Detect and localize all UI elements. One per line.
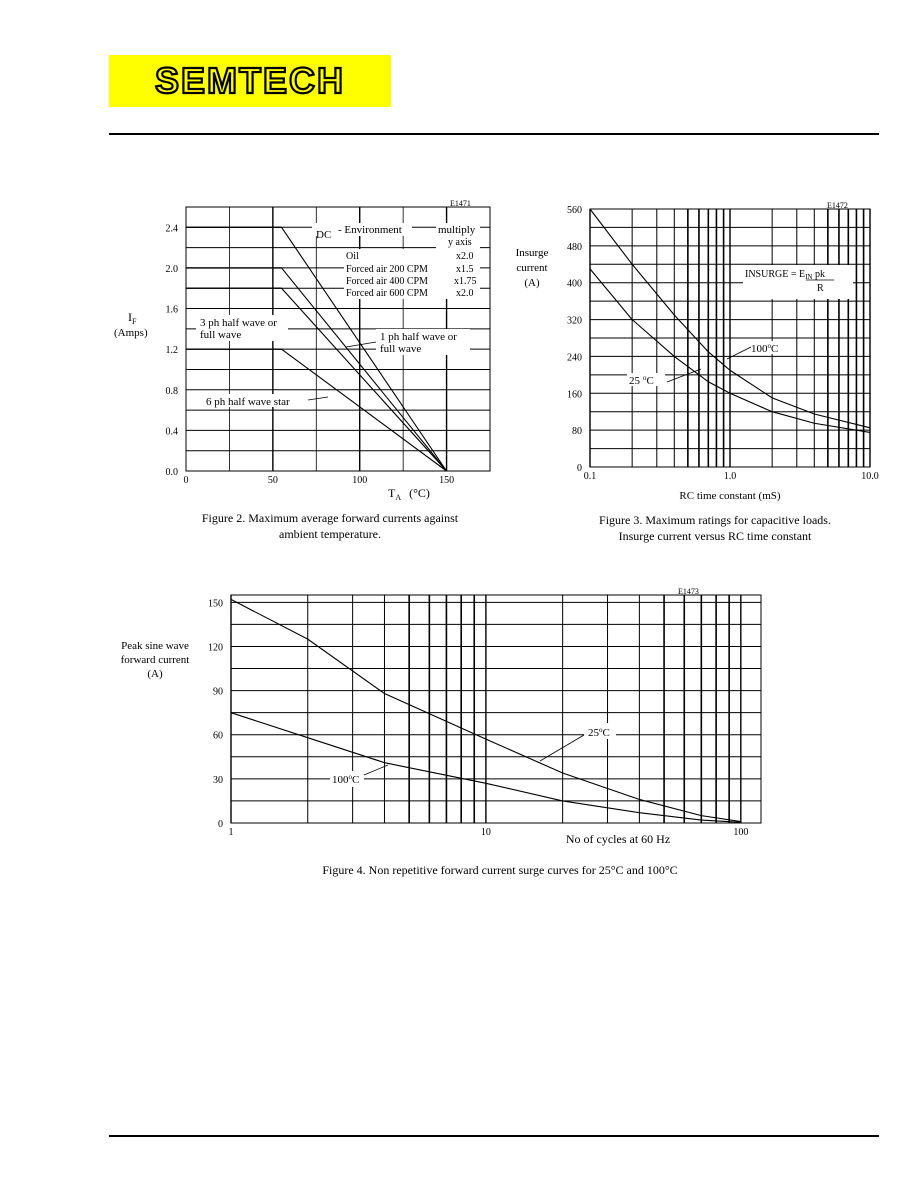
fig3-formula-den: R — [817, 283, 824, 294]
fig2-label-mult1: multiply — [438, 224, 476, 236]
y-tick-label: 320 — [567, 315, 582, 327]
fig3-code: E1472 — [827, 201, 848, 210]
x-tick-label: 0 — [183, 475, 189, 486]
fig2-label-fa400-x: x1.75 — [454, 276, 477, 287]
x-tick-label: 1 — [228, 827, 234, 838]
fig2-xlabel: $T_A$ (°C) — [388, 486, 430, 502]
header-rule — [109, 133, 879, 135]
x-tick-label: 50 — [267, 475, 278, 486]
fig3-label-25: 25 $^o$C — [629, 374, 654, 387]
fig2-label-dc: DC — [316, 229, 332, 241]
figure-4-chart — [100, 585, 780, 855]
footer-rule — [109, 1135, 879, 1137]
fig3-ylabel2: current — [516, 262, 548, 274]
x-tick-label: 10.0 — [861, 471, 879, 482]
fig4-label-100: 100$^o$C — [332, 773, 360, 786]
figure-2-caption: Figure 2. Maximum average forward currents against ambient temperature. — [201, 511, 459, 541]
y-tick-label: 480 — [567, 241, 582, 253]
fig2-label-oil: Oil — [346, 251, 359, 262]
fig2-label-fa200-x: x1.5 — [456, 264, 474, 275]
y-tick-label: 2.4 — [165, 223, 178, 235]
x-tick-label: 1.0 — [723, 471, 737, 482]
y-tick-label: 2.0 — [165, 263, 178, 275]
y-tick-label: 1.2 — [165, 345, 178, 357]
fig4-ylabel3: (A) — [147, 668, 163, 680]
x-tick-label: 100 — [733, 827, 749, 838]
x-tick-label: 10 — [480, 827, 491, 838]
x-tick-label: 100 — [352, 475, 368, 486]
y-tick-label: 120 — [208, 642, 223, 654]
x-tick-label: 150 — [439, 475, 455, 486]
y-tick-label: 0.4 — [165, 426, 178, 438]
fig3-xlabel: RC time constant (mS) — [679, 490, 781, 502]
fig2-label-fa600-x: x2.0 — [456, 288, 474, 299]
fig3-ylabel1: Insurge — [515, 247, 549, 259]
fig2-label-mult2: y axis — [448, 237, 472, 248]
figure-2-chart — [100, 195, 500, 505]
fig2-label-ph1b: full wave — [380, 343, 422, 355]
fig2-label-ph3a: 3 ph half wave or — [200, 317, 277, 329]
y-tick-label: 30 — [213, 774, 223, 786]
y-tick-label: 160 — [567, 389, 582, 401]
fig4-code: E1473 — [678, 587, 699, 596]
logo-text: SEMTECH — [154, 60, 346, 101]
figure-3-chart — [505, 195, 885, 505]
fig3-formula: INSURGE = $E_{IN}$ pk — [745, 269, 825, 281]
fig2-label-ph3b: full wave — [200, 329, 242, 341]
series-line-2 — [282, 288, 447, 471]
fig2-label-ph1a: 1 ph half wave or — [380, 331, 457, 343]
y-tick-label: 60 — [213, 730, 223, 742]
fig3-label-100: 100$^o$C — [751, 342, 779, 355]
y-tick-label: 560 — [567, 205, 582, 216]
semtech-logo — [109, 55, 391, 107]
figure-4-caption: Figure 4. Non repetitive forward current surge curves for 25°C and 100°C — [322, 863, 678, 877]
fig2-ylabel: $I_F$ — [128, 310, 137, 326]
fig2-label-fa400: Forced air 400 CPM — [346, 276, 428, 287]
fig4-label-25: 25$^o$C — [588, 726, 610, 739]
y-tick-label: 240 — [567, 352, 582, 364]
fig3-ylabel3: (A) — [524, 277, 540, 289]
fig2-label-fa200: Forced air 200 CPM — [346, 264, 428, 275]
y-tick-label: 0 — [218, 819, 223, 830]
fig2-label-ph6: 6 ph half wave star — [206, 396, 290, 408]
fig2-label-env: - Environment — [338, 224, 402, 236]
fig4-xlabel: No of cycles at 60 Hz — [565, 832, 671, 846]
fig4-ylabel2: forward current — [120, 654, 190, 666]
y-tick-label: 0 — [577, 463, 582, 474]
y-tick-label: 1.6 — [165, 304, 178, 316]
y-tick-label: 0.8 — [165, 385, 178, 397]
fig2-label-oil-x: x2.0 — [456, 251, 474, 262]
fig2-code: E1471 — [450, 199, 471, 208]
y-tick-label: 150 — [208, 598, 223, 610]
y-tick-label: 90 — [213, 686, 223, 698]
fig4-ylabel1: Peak sine wave — [121, 640, 189, 652]
figure-3-caption: Figure 3. Maximum ratings for capacitive loads. Insurge current versus RC time constant — [599, 513, 831, 543]
fig2-label-fa600: Forced air 600 CPM — [346, 288, 428, 299]
x-tick-label: 0.1 — [583, 471, 597, 482]
y-tick-label: 80 — [572, 426, 582, 438]
y-tick-label: 0.0 — [165, 467, 178, 478]
fig2-ylabel2: (Amps) — [114, 327, 148, 339]
y-tick-label: 400 — [567, 278, 582, 290]
